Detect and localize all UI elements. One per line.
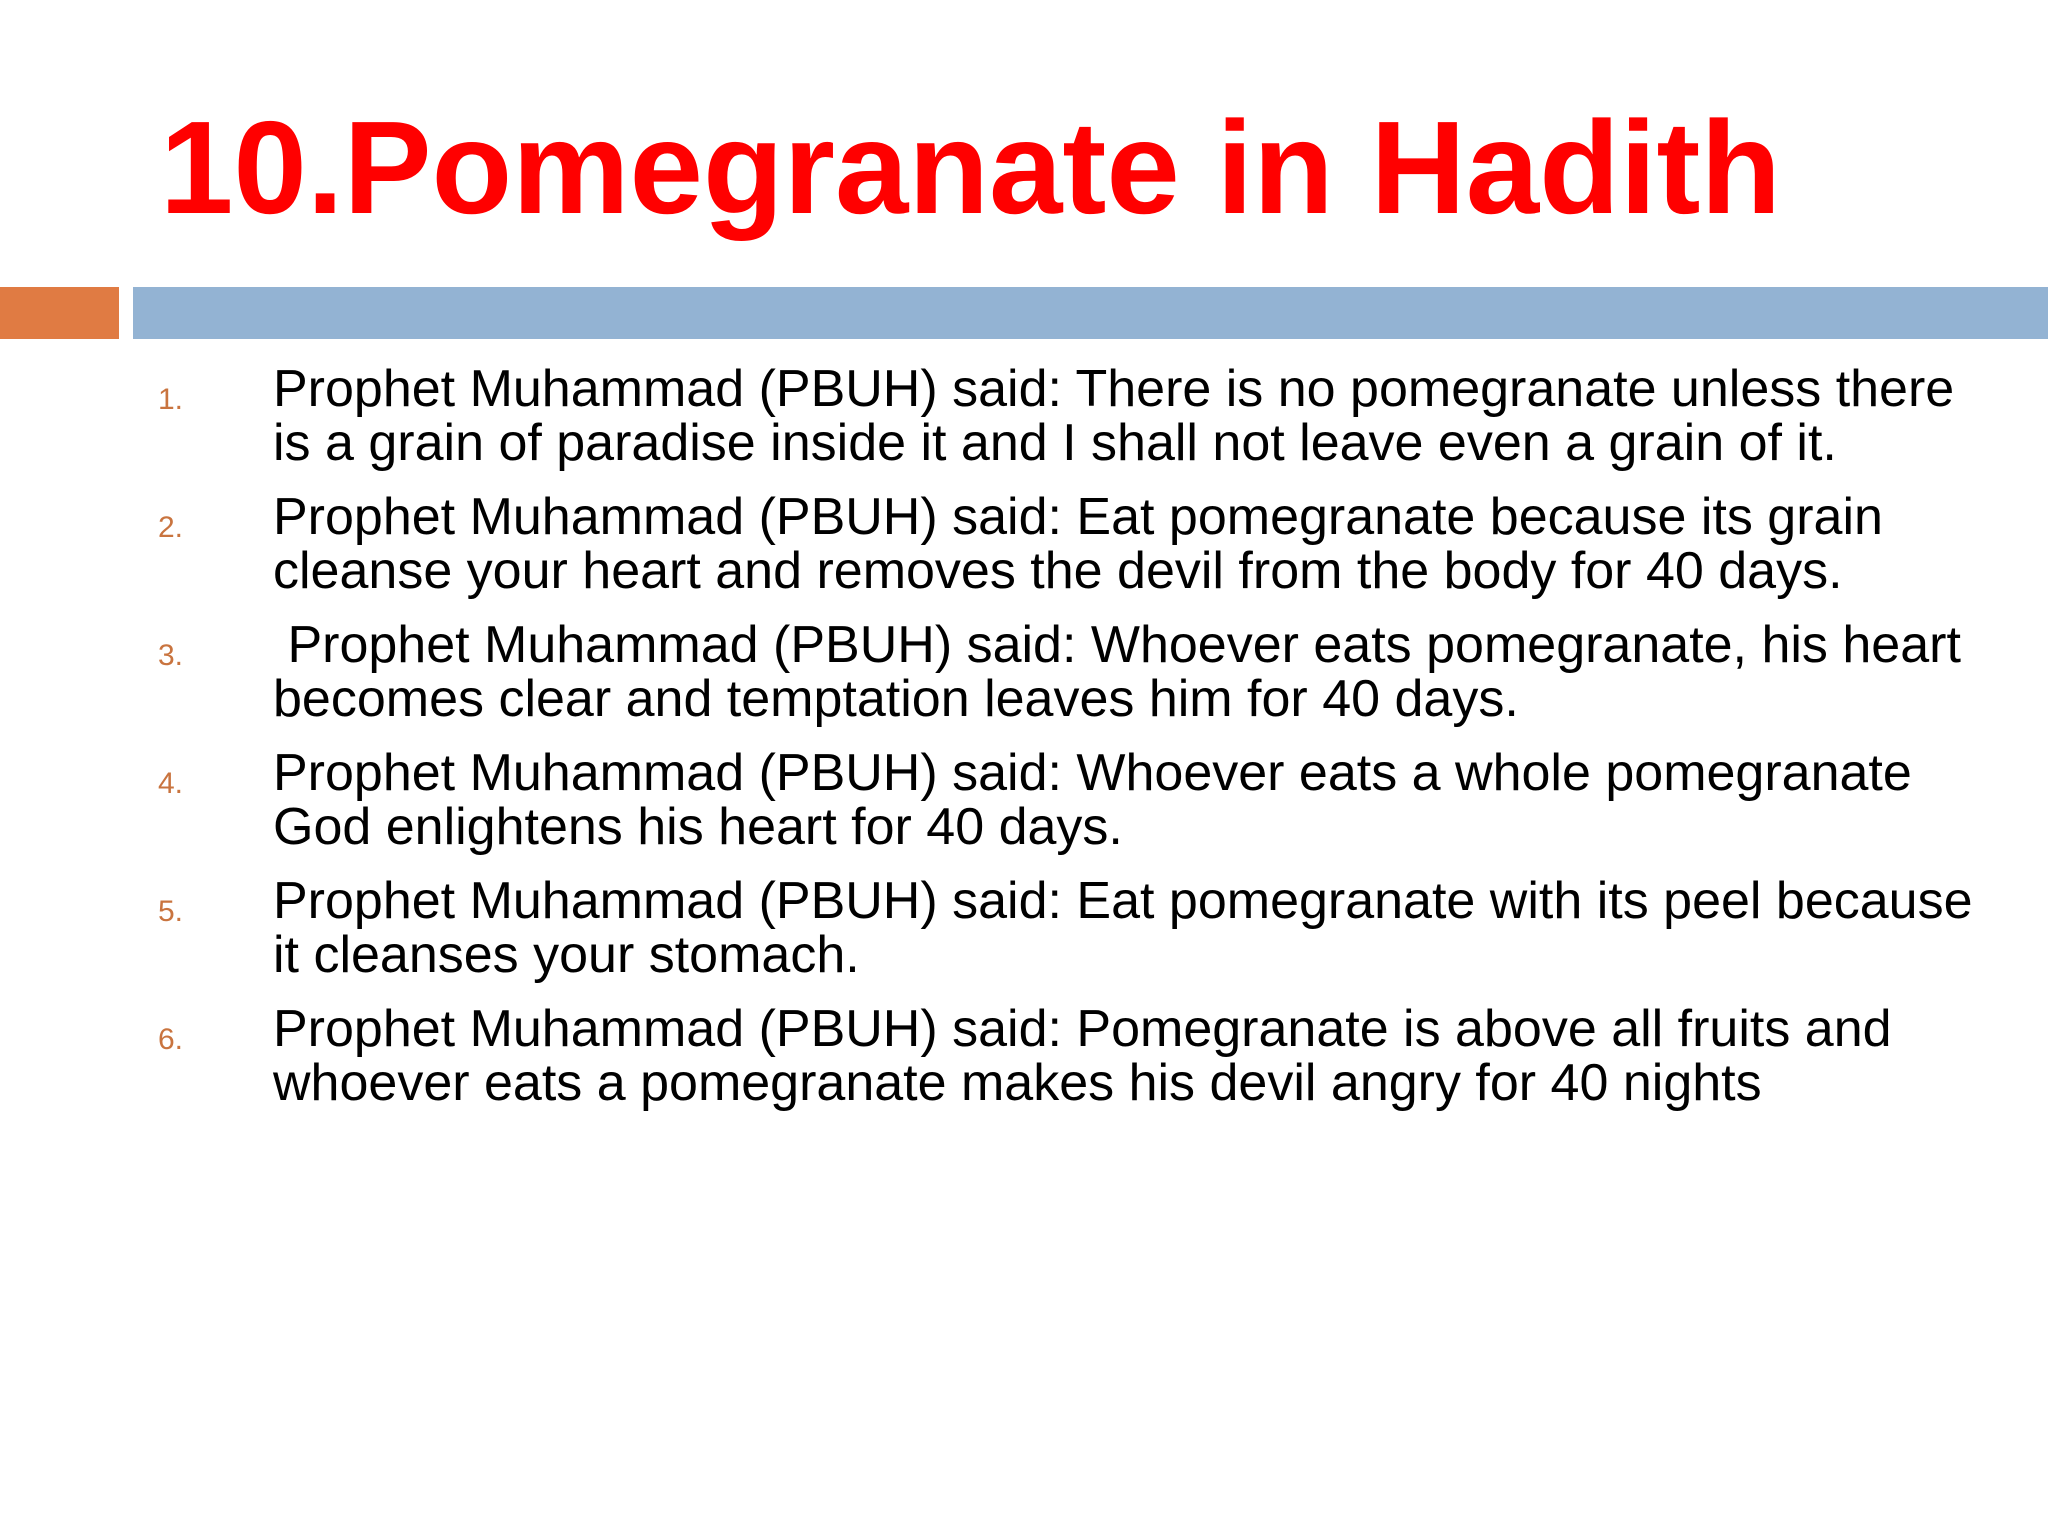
list-item bbox=[0, 618, 2048, 726]
item-number: 5. bbox=[158, 895, 184, 928]
item-text: Prophet Muhammad (PBUH) said: Pomegranate is above all fruits and whoever eats a pomegranate makes his devil angry for 40 nights bbox=[273, 1000, 1892, 1112]
blue-title-rule bbox=[133, 287, 2048, 339]
item-text: Prophet Muhammad (PBUH) said: Whoever eats pomegranate, his heart becomes clear and temptation leaves him for 40 days. bbox=[273, 616, 1976, 728]
item-number: 2. bbox=[158, 511, 184, 544]
orange-accent-bar bbox=[0, 287, 119, 339]
item-number: 1. bbox=[158, 383, 184, 416]
item-number: 3. bbox=[158, 639, 184, 672]
item-text: Prophet Muhammad (PBUH) said: Eat pomegranate because its grain cleanse your heart and removes the devil from the body for 40 days. bbox=[273, 488, 1883, 600]
item-number: 4. bbox=[158, 767, 184, 800]
slide-title: 10.Pomegranate in Hadith bbox=[160, 94, 1782, 241]
item-text: Prophet Muhammad (PBUH) said: Eat pomegranate with its peel because it cleanses your stomach. bbox=[273, 872, 1973, 984]
list-item bbox=[0, 746, 2048, 854]
item-text: Prophet Muhammad (PBUH) said: There is no pomegranate unless there is a grain of paradise inside it and I shall not leave even a grain of it. bbox=[273, 360, 1955, 472]
item-text: Prophet Muhammad (PBUH) said: Whoever eats a whole pomegranate God enlightens his heart for 40 days. bbox=[273, 744, 1912, 856]
list-item bbox=[0, 1002, 2048, 1110]
hadith-list bbox=[0, 362, 2048, 1130]
list-item bbox=[0, 874, 2048, 982]
list-item bbox=[0, 490, 2048, 598]
item-number: 6. bbox=[158, 1023, 184, 1056]
list-item bbox=[0, 362, 2048, 470]
